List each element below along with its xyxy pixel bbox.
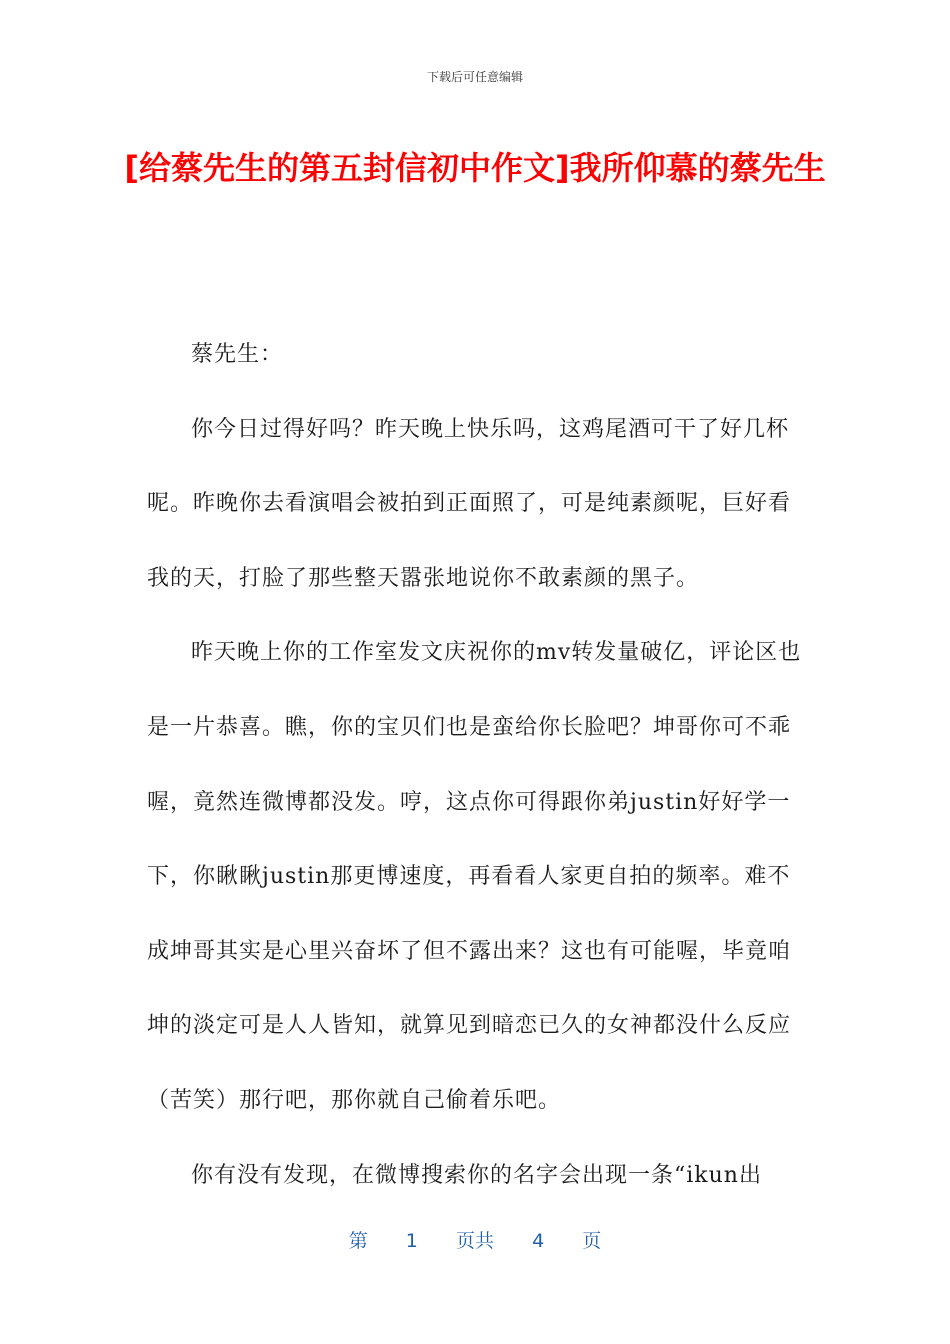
body-paragraph: 昨天晚上你的工作室发文庆祝你的mv转发量破亿，评论区也是一片恭喜。瞧，你的宝贝们也是蛮给你长脸吧？坤哥你可不乖喔，竟然连微博都没发。哼，这点你可得跟你弟justin好好学一下，你瞅瞅justin那更博速度，再看看人家更自拍的频率。难不成坤哥其实是心里兴奋坏了但不露出来？这也有可能喔，毕竟咱坤的淡定可是人人皆知，就算见到暗恋已久的女神都没什么反应（苦笑）那行吧，那你就自己偷着乐吧。: [147, 640, 802, 1113]
page-number: 1: [405, 1230, 418, 1252]
page-mid: 页共: [455, 1230, 494, 1252]
page-suffix: 页: [582, 1230, 602, 1252]
page-footer: [0, 1226, 950, 1253]
document-body: [147, 318, 803, 1213]
body-paragraph: 你有没有发现，在微博搜索你的名字会出现一条“ikun出: [191, 1162, 762, 1188]
document-title: [给蔡先生的第五封信初中作文]我所仰慕的蔡先生: [124, 149, 826, 187]
body-paragraph: 你今日过得好吗？昨天晚上快乐吗，这鸡尾酒可干了好几杯呢。昨晚你去看演唱会被拍到正面照了，可是纯素颜呢，巨好看我的天，打脸了那些整天嚣张地说你不敢素颜的黑子。: [147, 416, 792, 591]
page-prefix: 第: [348, 1230, 368, 1252]
salutation-paragraph: 蔡先生：: [191, 342, 284, 367]
header-note: 下载后可任意编辑: [426, 70, 523, 84]
total-pages: 4: [532, 1230, 545, 1252]
